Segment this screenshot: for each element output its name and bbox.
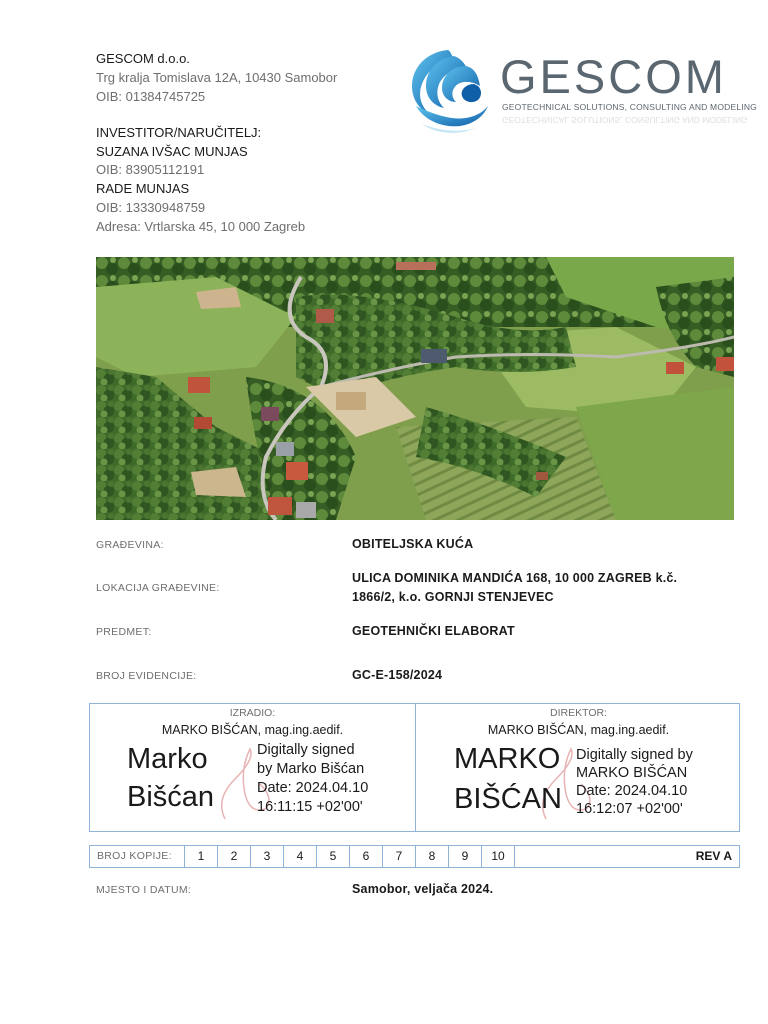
lokacija-line-2: 1866/2, k.o. GORNJI STENJEVEC [352, 590, 554, 604]
company-name: GESCOM d.o.o. [96, 51, 190, 66]
signature-direktor [416, 704, 741, 831]
copy-number: 7 [383, 846, 416, 867]
aerial-photo [96, 257, 734, 520]
izradio-signer: MARKO BIŠĆAN, mag.ing.aedif. [161, 723, 344, 737]
direktor-big-name-1: MARKO [454, 743, 561, 775]
investor-address: Adresa: Vrtlarska 45, 10 000 Zagreb [96, 218, 306, 234]
copy-number: 2 [218, 846, 251, 867]
company-address: Trg kralja Tomislava 12A, 10430 Samobor [96, 70, 338, 85]
logo-tagline: GEOTECHNICAL SOLUTIONS, CONSULTING AND MODELING [502, 102, 757, 112]
investor-oib-1: OIB: 83905112191 [96, 162, 205, 178]
company-oib: OIB: 01384745725 [96, 89, 206, 104]
investor-person-1: SUZANA IVŠAC MUNJAS [96, 143, 248, 159]
copy-number: 4 [284, 846, 317, 867]
copy-number: 10 [482, 846, 515, 867]
gradevina-value: OBITELJSKA KUĆA [352, 537, 474, 551]
investor-block [96, 124, 305, 236]
direktor-big-name-2: BIŠĆAN [454, 783, 562, 815]
copies-label: BROJ KOPIJE: [90, 846, 185, 867]
izradio-label: IZRADIO: [229, 707, 276, 719]
investor-person-2: RADE MUNJAS [96, 181, 190, 197]
predmet-label: PREDMET: [96, 626, 152, 638]
direktor-ds-line-2: MARKO BIŠĆAN [576, 765, 688, 781]
direktor-label: DIREKTOR: [550, 707, 607, 719]
mjesto-datum-label: MJESTO I DATUM: [96, 884, 192, 896]
investor-heading: INVESTITOR/NARUČITELJ: [96, 125, 262, 140]
direktor-signer: MARKO BIŠĆAN, mag.ing.aedif. [487, 723, 670, 737]
investor-oib-2: OIB: 13330948759 [96, 199, 206, 215]
company-block [96, 49, 337, 106]
lokacija-label: LOKACIJA GRAĐEVINE: [96, 582, 220, 594]
copy-number: 8 [416, 846, 449, 867]
predmet-value: GEOTEHNIČKI ELABORAT [352, 624, 515, 638]
gescom-logo [408, 44, 757, 134]
mjesto-datum-value: Samobor, veljača 2024. [352, 882, 494, 896]
signature-izradio [90, 704, 415, 831]
copy-number: 3 [251, 846, 284, 867]
izradio-ds-line-1: Digitally signed [257, 742, 355, 758]
revision-label: REV A [695, 849, 732, 863]
copy-number: 9 [449, 846, 482, 867]
izradio-ds-line-3: Date: 2024.04.10 [257, 780, 369, 796]
lokacija-value [352, 569, 677, 607]
izradio-big-name-1: Marko [127, 743, 208, 775]
copy-number: 5 [317, 846, 350, 867]
copies-row [89, 845, 740, 868]
direktor-ds-line-1: Digitally signed by [576, 747, 693, 763]
izradio-ds-line-2: by Marko Bišćan [257, 761, 365, 777]
copy-number: 1 [185, 846, 218, 867]
izradio-ds-line-4: 16:11:15 +02'00' [257, 799, 363, 815]
logo-text: GESCOM [500, 50, 727, 103]
direktor-ds-line-3: Date: 2024.04.10 [576, 783, 688, 799]
broj-evidencije-value: GC-E-158/2024 [352, 668, 443, 682]
lokacija-line-1: ULICA DOMINIKA MANDIĆA 168, 10 000 ZAGREB k.č. [352, 571, 678, 585]
broj-evidencije-label: BROJ EVIDENCIJE: [96, 670, 197, 682]
gescom-swirl-icon [408, 44, 492, 136]
izradio-big-name-2: Bišćan [127, 781, 215, 813]
direktor-ds-line-4: 16:12:07 +02'00' [576, 801, 683, 817]
signature-box [89, 703, 740, 832]
gradevina-label: GRAĐEVINA: [96, 539, 164, 551]
logo-tagline-reflection: GEOTECHNICAL SOLUTIONS, CONSULTING AND MODELING [502, 115, 748, 125]
copy-number: 6 [350, 846, 383, 867]
